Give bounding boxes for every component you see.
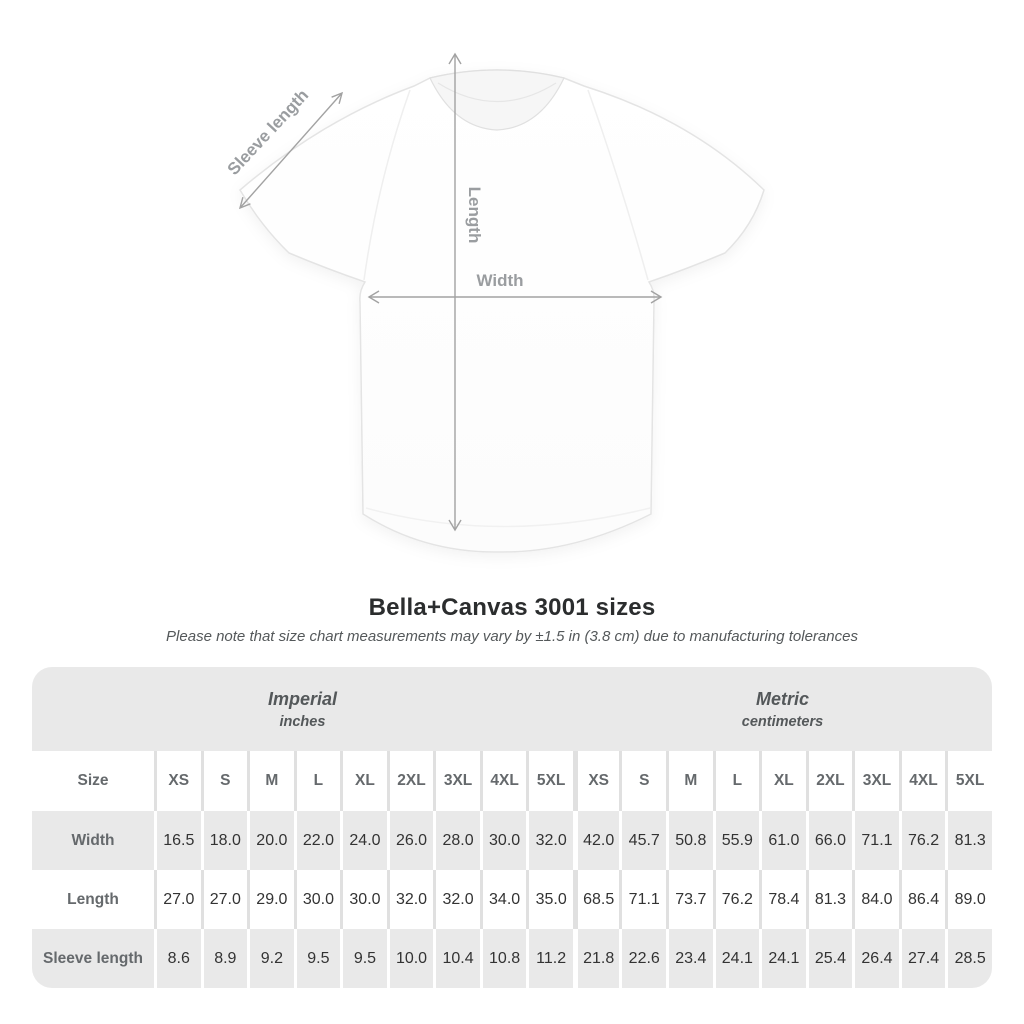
value-cell: 10.4 [433,929,480,988]
value-cell: 30.0 [294,870,341,929]
size-column-header: L [294,751,341,811]
value-cell: 29.0 [247,870,294,929]
value-cell: 55.9 [713,811,760,870]
value-cell: 71.1 [852,811,899,870]
value-cell: 28.0 [433,811,480,870]
value-cell: 24.1 [713,929,760,988]
value-cell: 9.2 [247,929,294,988]
size-column-header: 4XL [480,751,527,811]
metric-group-header [573,667,992,751]
size-column-header: 4XL [899,751,946,811]
size-chart-card [32,667,992,988]
tshirt-illustration [240,70,764,552]
imperial-unit: inches [279,713,326,730]
value-cell: 45.7 [619,811,666,870]
value-cell: 28.5 [945,929,992,988]
column-header-row [32,751,992,811]
tolerance-note: Please note that size chart measurements may vary by ±1.5 in (3.8 cm) due to manufacturing tolerances [166,628,858,645]
value-cell: 8.9 [201,929,248,988]
value-cell: 26.0 [387,811,434,870]
value-cell: 25.4 [806,929,853,988]
value-cell: 27.0 [201,870,248,929]
value-cell: 27.0 [154,870,201,929]
size-table [32,667,992,988]
value-cell: 76.2 [713,870,760,929]
measurement-row [32,870,992,929]
value-cell: 89.0 [945,870,992,929]
value-cell: 20.0 [247,811,294,870]
value-cell: 24.0 [340,811,387,870]
value-cell: 9.5 [340,929,387,988]
value-cell: 10.8 [480,929,527,988]
page-title: Bella+Canvas 3001 sizes [368,594,656,621]
value-cell: 26.4 [852,929,899,988]
row-label: Sleeve length [32,929,154,988]
value-cell: 86.4 [899,870,946,929]
sleeve-length-label: Sleeve length [223,85,313,179]
value-cell: 61.0 [759,811,806,870]
value-cell: 18.0 [201,811,248,870]
value-cell: 9.5 [294,929,341,988]
value-cell: 30.0 [480,811,527,870]
measurement-row [32,811,992,870]
value-cell: 22.0 [294,811,341,870]
value-cell: 66.0 [806,811,853,870]
value-cell: 73.7 [666,870,713,929]
value-cell: 24.1 [759,929,806,988]
size-column-header: 2XL [806,751,853,811]
size-column-header: 3XL [852,751,899,811]
value-cell: 23.4 [666,929,713,988]
value-cell: 16.5 [154,811,201,870]
value-cell: 68.5 [573,870,620,929]
size-column-header: 3XL [433,751,480,811]
length-label: Length [465,186,484,244]
row-label: Width [32,811,154,870]
value-cell: 78.4 [759,870,806,929]
size-column-header: 5XL [526,751,573,811]
value-cell: 35.0 [526,870,573,929]
value-cell: 76.2 [899,811,946,870]
value-cell: 8.6 [154,929,201,988]
size-column-header: L [713,751,760,811]
size-column-header: XS [154,751,201,811]
size-column-header: 5XL [945,751,992,811]
value-cell: 42.0 [573,811,620,870]
size-column-header: XL [340,751,387,811]
value-cell: 71.1 [619,870,666,929]
row-label: Length [32,870,154,929]
size-column-header: 2XL [387,751,434,811]
value-cell: 11.2 [526,929,573,988]
size-column-header: S [619,751,666,811]
size-column-header: M [247,751,294,811]
size-column-header: XS [573,751,620,811]
imperial-label: Imperial [267,688,337,709]
size-column-header: S [201,751,248,811]
unit-band-row [32,667,992,751]
value-cell: 81.3 [945,811,992,870]
metric-unit: centimeters [741,713,824,730]
value-cell: 32.0 [433,870,480,929]
value-cell: 81.3 [806,870,853,929]
size-column-header: M [666,751,713,811]
size-column-header: XL [759,751,806,811]
value-cell: 22.6 [619,929,666,988]
width-label: Width [476,271,524,290]
value-cell: 32.0 [387,870,434,929]
value-cell: 84.0 [852,870,899,929]
value-cell: 34.0 [480,870,527,929]
imperial-group-header [32,667,573,751]
value-cell: 50.8 [666,811,713,870]
value-cell: 10.0 [387,929,434,988]
value-cell: 21.8 [573,929,620,988]
size-header-cell: Size [32,751,154,811]
value-cell: 32.0 [526,811,573,870]
measurement-row [32,929,992,988]
value-cell: 27.4 [899,929,946,988]
metric-label: Metric [755,688,809,709]
value-cell: 30.0 [340,870,387,929]
